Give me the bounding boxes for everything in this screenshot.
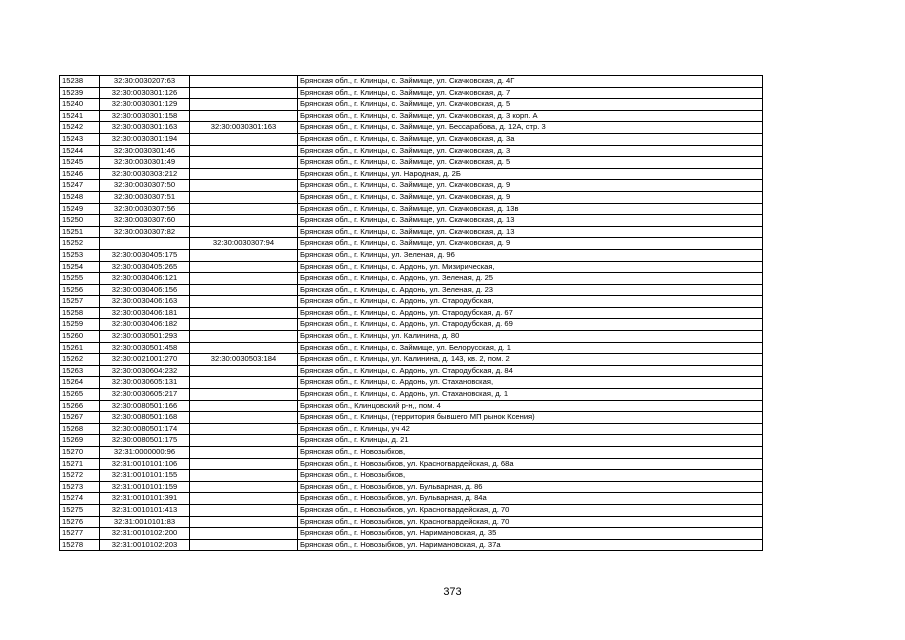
cell-address: Брянская обл., Клинцовский р-н,, пом. 4 [298, 400, 763, 412]
cell-address: Брянская обл., г. Клинцы, (территория бывшего МП рынок Ксения) [298, 412, 763, 424]
table-row [60, 365, 763, 377]
cell-previous-cadastral-number [190, 365, 298, 377]
cell-previous-cadastral-number [190, 261, 298, 273]
table-row [60, 539, 763, 551]
cell-address: Брянская обл., г. Клинцы, с. Ардонь, ул. Стародубская, д. 67 [298, 307, 763, 319]
cell-cadastral-number: 32:30:0030406:163 [100, 296, 190, 308]
table-row [60, 389, 763, 401]
cell-address: Брянская обл., г. Клинцы, с. Займище, ул. Скачковская, д. 9 [298, 238, 763, 250]
cell-previous-cadastral-number [190, 412, 298, 424]
cell-previous-cadastral-number [190, 342, 298, 354]
cell-cadastral-number: 32:31:0010101:83 [100, 516, 190, 528]
table-row [60, 273, 763, 285]
cell-previous-cadastral-number [190, 423, 298, 435]
cell-cadastral-number: 32:31:0000000:96 [100, 447, 190, 459]
cell-previous-cadastral-number [190, 284, 298, 296]
table-row [60, 99, 763, 111]
cell-previous-cadastral-number [190, 226, 298, 238]
table-row [60, 354, 763, 366]
cell-address: Брянская обл., г. Клинцы, с. Займище, ул. Скачковская, д. 5 [298, 157, 763, 169]
cell-address: Брянская обл., г. Клинцы, с. Займище, ул. Скачковская, д. 7 [298, 87, 763, 99]
cell-previous-cadastral-number [190, 319, 298, 331]
cell-previous-cadastral-number [190, 435, 298, 447]
table-row [60, 157, 763, 169]
cell-cadastral-number: 32:30:0080501:168 [100, 412, 190, 424]
cell-cadastral-number: 32:31:0010101:106 [100, 458, 190, 470]
cell-cadastral-number: 32:30:0080501:174 [100, 423, 190, 435]
cell-address: Брянская обл., г. Клинцы, с. Ардонь, ул. Стародубская, д. 69 [298, 319, 763, 331]
cell-number: 15250 [60, 215, 100, 227]
table-row [60, 284, 763, 296]
cell-number: 15264 [60, 377, 100, 389]
table-row [60, 215, 763, 227]
cell-number: 15248 [60, 191, 100, 203]
cell-address: Брянская обл., г. Клинцы, с. Займище, ул. Белорусская, д. 1 [298, 342, 763, 354]
cell-previous-cadastral-number [190, 110, 298, 122]
cell-number: 15266 [60, 400, 100, 412]
cell-address: Брянская обл., г. Клинцы, д. 21 [298, 435, 763, 447]
cell-address: Брянская обл., г. Клинцы, с. Займище, ул. Скачковская, д. 9 [298, 180, 763, 192]
cell-address: Брянская обл., г. Клинцы, с. Займище, ул. Бессарабова, д. 12А, стр. 3 [298, 122, 763, 134]
page-number: 373 [443, 586, 462, 598]
table-row [60, 145, 763, 157]
cell-number: 15261 [60, 342, 100, 354]
cell-previous-cadastral-number [190, 145, 298, 157]
cell-address: Брянская обл., г. Клинцы, с. Ардонь, ул. Зеленая, д. 23 [298, 284, 763, 296]
cell-previous-cadastral-number: 32:30:0030503:184 [190, 354, 298, 366]
cell-number: 15251 [60, 226, 100, 238]
cell-cadastral-number: 32:30:0030405:265 [100, 261, 190, 273]
cell-number: 15244 [60, 145, 100, 157]
cell-number: 15254 [60, 261, 100, 273]
table-row [60, 400, 763, 412]
table-row [60, 412, 763, 424]
cell-number: 15256 [60, 284, 100, 296]
cell-cadastral-number: 32:30:0030501:293 [100, 331, 190, 343]
cell-cadastral-number: 32:31:0010102:200 [100, 528, 190, 540]
cell-number: 15258 [60, 307, 100, 319]
cell-number: 15255 [60, 273, 100, 285]
cell-cadastral-number: 32:30:0030605:217 [100, 389, 190, 401]
cell-number: 15245 [60, 157, 100, 169]
cell-address: Брянская обл., г. Новозыбков, [298, 470, 763, 482]
cell-number: 15263 [60, 365, 100, 377]
table-row [60, 87, 763, 99]
cell-cadastral-number: 32:31:0010101:155 [100, 470, 190, 482]
cell-address: Брянская обл., г. Клинцы, с. Займище, ул. Скачковская, д. 3а [298, 133, 763, 145]
cell-cadastral-number: 32:30:0030501:458 [100, 342, 190, 354]
cell-address: Брянская обл., г. Клинцы, с. Займище, ул. Скачковская, д. 4Г [298, 76, 763, 88]
table-row [60, 261, 763, 273]
cell-number: 15257 [60, 296, 100, 308]
cell-cadastral-number: 32:31:0010101:391 [100, 493, 190, 505]
cell-previous-cadastral-number [190, 481, 298, 493]
cell-number: 15276 [60, 516, 100, 528]
cell-cadastral-number: 32:30:0030207:63 [100, 76, 190, 88]
cell-address: Брянская обл., г. Клинцы, с. Займище, ул. Скачковская, д. 13 [298, 226, 763, 238]
cell-previous-cadastral-number [190, 215, 298, 227]
cell-cadastral-number [100, 238, 190, 250]
cell-cadastral-number: 32:30:0030301:49 [100, 157, 190, 169]
cell-address: Брянская обл., г. Новозыбков, [298, 447, 763, 459]
table-row [60, 481, 763, 493]
table-row [60, 435, 763, 447]
cell-previous-cadastral-number [190, 470, 298, 482]
cell-previous-cadastral-number [190, 528, 298, 540]
cell-previous-cadastral-number [190, 331, 298, 343]
table-row [60, 493, 763, 505]
cell-address: Брянская обл., г. Клинцы, с. Ардонь, ул. Мизирическая, [298, 261, 763, 273]
cell-previous-cadastral-number [190, 493, 298, 505]
table-row [60, 133, 763, 145]
table-row [60, 110, 763, 122]
cell-previous-cadastral-number [190, 87, 298, 99]
cell-previous-cadastral-number [190, 504, 298, 516]
cell-address: Брянская обл., г. Клинцы, с. Ардонь, ул. Зеленая, д. 25 [298, 273, 763, 285]
cell-cadastral-number: 32:30:0030405:175 [100, 249, 190, 261]
table-row [60, 447, 763, 459]
cell-cadastral-number: 32:30:0030301:194 [100, 133, 190, 145]
cell-address: Брянская обл., г. Клинцы, ул. Калинина, д. 143, кв. 2, пом. 2 [298, 354, 763, 366]
cell-number: 15272 [60, 470, 100, 482]
cell-previous-cadastral-number: 32:30:0030301:163 [190, 122, 298, 134]
cell-address: Брянская обл., г. Новозыбков, ул. Бульварная, д. 86 [298, 481, 763, 493]
table-row [60, 76, 763, 88]
cell-cadastral-number: 32:30:0030605:131 [100, 377, 190, 389]
cell-address: Брянская обл., г. Новозыбков, ул. Красногвардейская, д. 68а [298, 458, 763, 470]
cell-address: Брянская обл., г. Клинцы, с. Ардонь, ул. Стародубская, д. 84 [298, 365, 763, 377]
cell-cadastral-number: 32:30:0021001:270 [100, 354, 190, 366]
cell-cadastral-number: 32:30:0030307:56 [100, 203, 190, 215]
cell-cadastral-number: 32:30:0030307:50 [100, 180, 190, 192]
cell-number: 15267 [60, 412, 100, 424]
cell-previous-cadastral-number [190, 447, 298, 459]
registry-table-body [60, 76, 763, 551]
cell-number: 15242 [60, 122, 100, 134]
cell-previous-cadastral-number [190, 539, 298, 551]
table-row [60, 458, 763, 470]
cell-address: Брянская обл., г. Клинцы, с. Ардонь, ул. Стародубская, [298, 296, 763, 308]
cell-number: 15243 [60, 133, 100, 145]
cell-cadastral-number: 32:30:0030303:212 [100, 168, 190, 180]
cell-number: 15259 [60, 319, 100, 331]
cell-number: 15270 [60, 447, 100, 459]
cell-number: 15268 [60, 423, 100, 435]
cell-address: Брянская обл., г. Новозыбков, ул. Наримановская, д. 35 [298, 528, 763, 540]
cell-previous-cadastral-number [190, 99, 298, 111]
table-row [60, 528, 763, 540]
cell-cadastral-number: 32:30:0030301:129 [100, 99, 190, 111]
table-row [60, 168, 763, 180]
cell-previous-cadastral-number [190, 377, 298, 389]
cell-previous-cadastral-number [190, 249, 298, 261]
cell-address: Брянская обл., г. Клинцы, с. Займище, ул. Скачковская, д. 13 [298, 215, 763, 227]
cell-previous-cadastral-number [190, 76, 298, 88]
cell-address: Брянская обл., г. Клинцы, ул. Народная, д. 2Б [298, 168, 763, 180]
cell-number: 15271 [60, 458, 100, 470]
cell-address: Брянская обл., г. Клинцы, с. Займище, ул. Скачковская, д. 5 [298, 99, 763, 111]
cell-address: Брянская обл., г. Новозыбков, ул. Красногвардейская, д. 70 [298, 504, 763, 516]
cell-cadastral-number: 32:30:0030406:181 [100, 307, 190, 319]
cell-previous-cadastral-number [190, 180, 298, 192]
table-row [60, 226, 763, 238]
table-row [60, 377, 763, 389]
cell-number: 15253 [60, 249, 100, 261]
table-row [60, 516, 763, 528]
cell-number: 15277 [60, 528, 100, 540]
cell-number: 15275 [60, 504, 100, 516]
cell-cadastral-number: 32:30:0030604:232 [100, 365, 190, 377]
cell-cadastral-number: 32:30:0030307:51 [100, 191, 190, 203]
cell-number: 15269 [60, 435, 100, 447]
cell-address: Брянская обл., г. Клинцы, ул. Зеленая, д. 96 [298, 249, 763, 261]
table-row [60, 470, 763, 482]
cell-previous-cadastral-number [190, 157, 298, 169]
cell-address: Брянская обл., г. Клинцы, с. Ардонь, ул. Стахановская, [298, 377, 763, 389]
cell-number: 15262 [60, 354, 100, 366]
table-row [60, 319, 763, 331]
cell-cadastral-number: 32:30:0080501:166 [100, 400, 190, 412]
cell-cadastral-number: 32:31:0010101:159 [100, 481, 190, 493]
cell-address: Брянская обл., г. Клинцы, с. Займище, ул. Скачковская, д. 9 [298, 191, 763, 203]
cell-address: Брянская обл., г. Клинцы, уч 42 [298, 423, 763, 435]
cell-previous-cadastral-number: 32:30:0030307:94 [190, 238, 298, 250]
cell-previous-cadastral-number [190, 516, 298, 528]
cell-number: 15273 [60, 481, 100, 493]
cell-number: 15241 [60, 110, 100, 122]
cell-previous-cadastral-number [190, 296, 298, 308]
table-row [60, 238, 763, 250]
cell-previous-cadastral-number [190, 191, 298, 203]
cell-cadastral-number: 32:30:0030406:156 [100, 284, 190, 296]
cell-number: 15260 [60, 331, 100, 343]
cell-number: 15240 [60, 99, 100, 111]
cell-address: Брянская обл., г. Клинцы, с. Займище, ул. Скачковская, д. 3 [298, 145, 763, 157]
cell-address: Брянская обл., г. Клинцы, с. Займище, ул. Скачковская, д. 13в [298, 203, 763, 215]
cell-previous-cadastral-number [190, 168, 298, 180]
cell-number: 15265 [60, 389, 100, 401]
table-row [60, 331, 763, 343]
cell-previous-cadastral-number [190, 273, 298, 285]
cell-number: 15249 [60, 203, 100, 215]
cell-previous-cadastral-number [190, 133, 298, 145]
cell-cadastral-number: 32:31:0010101:413 [100, 504, 190, 516]
cell-cadastral-number: 32:30:0030301:163 [100, 122, 190, 134]
cell-previous-cadastral-number [190, 458, 298, 470]
table-row [60, 180, 763, 192]
cell-cadastral-number: 32:30:0030301:46 [100, 145, 190, 157]
cell-address: Брянская обл., г. Клинцы, с. Ардонь, ул. Стахановская, д. 1 [298, 389, 763, 401]
table-row [60, 504, 763, 516]
cell-cadastral-number: 32:30:0030301:158 [100, 110, 190, 122]
cell-address: Брянская обл., г. Клинцы, с. Займище, ул. Скачковская, д. 3 корп. А [298, 110, 763, 122]
table-row [60, 122, 763, 134]
cell-previous-cadastral-number [190, 307, 298, 319]
cell-cadastral-number: 32:30:0080501:175 [100, 435, 190, 447]
table-row [60, 296, 763, 308]
table-row [60, 249, 763, 261]
cell-number: 15278 [60, 539, 100, 551]
cell-cadastral-number: 32:30:0030307:82 [100, 226, 190, 238]
cell-previous-cadastral-number [190, 203, 298, 215]
cell-number: 15274 [60, 493, 100, 505]
table-row [60, 203, 763, 215]
cell-previous-cadastral-number [190, 400, 298, 412]
cell-previous-cadastral-number [190, 389, 298, 401]
cell-number: 15239 [60, 87, 100, 99]
cell-number: 15252 [60, 238, 100, 250]
cell-address: Брянская обл., г. Клинцы, ул. Калинина, д. 80 [298, 331, 763, 343]
cell-number: 15246 [60, 168, 100, 180]
cell-number: 15238 [60, 76, 100, 88]
registry-table [59, 75, 763, 551]
table-row [60, 307, 763, 319]
table-row [60, 423, 763, 435]
cell-cadastral-number: 32:31:0010102:203 [100, 539, 190, 551]
table-row [60, 191, 763, 203]
cell-cadastral-number: 32:30:0030406:182 [100, 319, 190, 331]
cell-address: Брянская обл., г. Новозыбков, ул. Наримановская, д. 37а [298, 539, 763, 551]
cell-cadastral-number: 32:30:0030307:60 [100, 215, 190, 227]
cell-cadastral-number: 32:30:0030301:126 [100, 87, 190, 99]
cell-address: Брянская обл., г. Новозыбков, ул. Бульварная, д. 84а [298, 493, 763, 505]
table-row [60, 342, 763, 354]
cell-cadastral-number: 32:30:0030406:121 [100, 273, 190, 285]
cell-address: Брянская обл., г. Новозыбков, ул. Красногвардейская, д. 70 [298, 516, 763, 528]
cell-number: 15247 [60, 180, 100, 192]
